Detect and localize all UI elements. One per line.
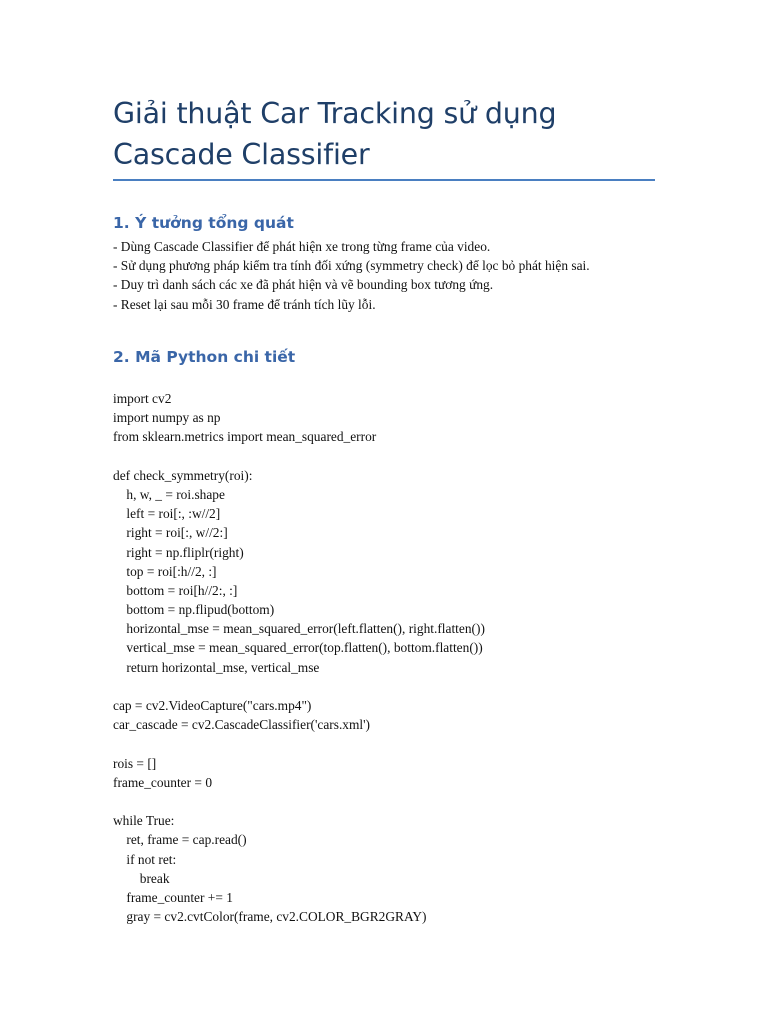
code-line [113,792,485,811]
document-title: Giải thuật Car Tracking sử dụng Cascade Classifier [113,97,557,171]
code-line: while True: [113,813,175,829]
code-line: if not ret: [113,851,177,867]
code-line: ret, frame = cap.read() [113,832,247,848]
code-line [113,677,485,696]
code-line: import cv2 [113,391,172,406]
code-line: frame_counter += 1 [113,889,233,905]
overview-bullet-list [113,237,590,314]
python-code-block [113,389,485,926]
code-line: cap = cv2.VideoCapture("cars.mp4") [113,698,312,713]
list-item: - Dùng Cascade Classifier để phát hiện xe trong từng frame của video. [113,239,491,254]
code-line: horizontal_mse = mean_squared_error(left.flatten(), right.flatten()) [113,621,485,637]
code-line: top = roi[:h//2, :] [113,563,217,579]
code-line: import numpy as np [113,410,221,426]
code-line [113,734,485,753]
code-line: right = np.fliplr(right) [113,544,244,560]
code-line: bottom = np.flipud(bottom) [113,602,275,618]
code-line: h, w, _ = roi.shape [113,486,225,502]
code-line: car_cascade = cv2.CascadeClassifier('cars.xml') [113,717,371,733]
section-heading-python-code: 2. Mã Python chi tiết [113,348,296,366]
code-line: right = roi[:, w//2:] [113,525,228,541]
title-underline-rule [113,179,655,181]
code-line [113,447,485,466]
code-line: rois = [] [113,755,157,771]
code-line: vertical_mse = mean_squared_error(top.flatten(), bottom.flatten()) [113,640,483,656]
code-line: bottom = roi[h//2:, :] [113,582,238,598]
code-line: break [113,870,170,886]
section-heading-overview: 1. Ý tưởng tổng quát [113,214,294,232]
code-line: def check_symmetry(roi): [113,467,253,483]
code-line: frame_counter = 0 [113,774,213,790]
list-item: - Reset lại sau mỗi 30 frame để tránh tích lũy lỗi. [113,296,376,312]
code-line: left = roi[:, :w//2] [113,506,221,522]
code-line: gray = cv2.cvtColor(frame, cv2.COLOR_BGR2GRAY) [113,909,427,925]
code-line: from sklearn.metrics import mean_squared_error [113,429,377,445]
list-item: - Duy trì danh sách các xe đã phát hiện và vẽ bounding box tương ứng. [113,277,494,293]
code-line: return horizontal_mse, vertical_mse [113,659,320,675]
list-item: - Sử dụng phương pháp kiểm tra tính đối xứng (symmetry check) để lọc bỏ phát hiện sai. [113,258,590,274]
